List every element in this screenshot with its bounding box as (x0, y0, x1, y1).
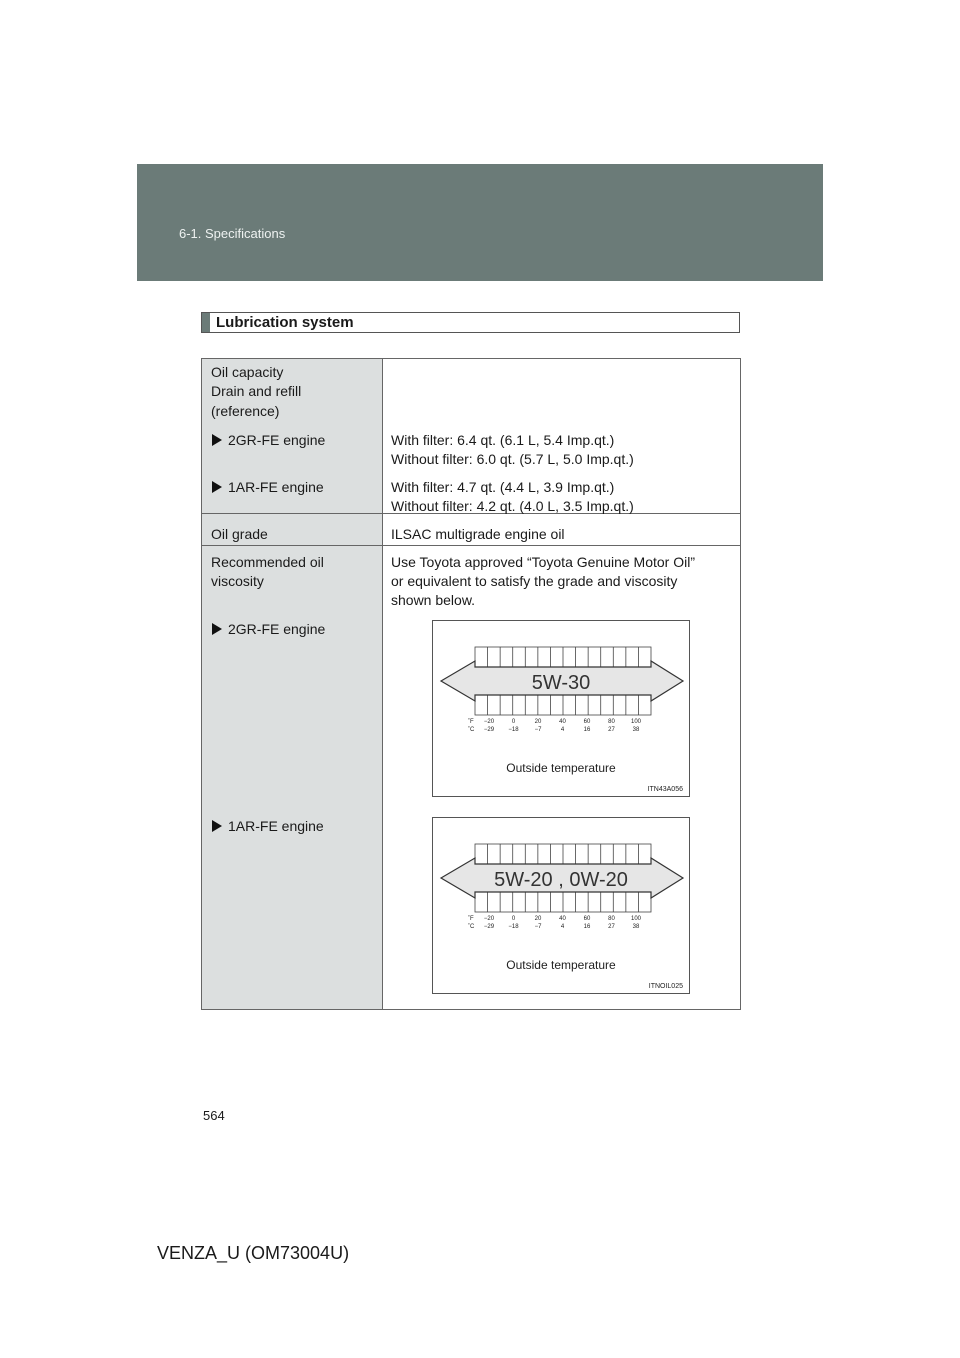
document-code: VENZA_U (OM73004U) (157, 1243, 350, 1263)
fahrenheit-tick-label: 20 (534, 719, 542, 725)
viscosity-text-line1: Use Toyota approved “Toyota Genuine Motor Oil” (391, 554, 696, 570)
engine-1ar-label: 1AR-FE engine (212, 478, 324, 497)
triangle-bullet-icon (212, 820, 222, 832)
capacity-1ar-without-filter: Without filter: 4.2 qt. (4.0 L, 3.5 Imp.qt.) (391, 498, 634, 514)
fahrenheit-tick-label: 60 (583, 916, 591, 922)
viscosity-label-line1: Recommended oil (211, 554, 324, 570)
celsius-tick-label: 16 (583, 924, 591, 930)
celsius-tick-label: 27 (608, 727, 615, 733)
fahrenheit-unit-label: ˚F (468, 916, 474, 922)
title-accent-bar (202, 313, 210, 332)
celsius-tick-label: −18 (508, 727, 519, 733)
fahrenheit-tick-label: 100 (630, 916, 642, 922)
illustration-code: ITNOIL025 (648, 983, 683, 990)
viscosity-engine-2gr-label: 2GR-FE engine (212, 620, 325, 639)
scale-diagram-svg (433, 621, 689, 796)
fahrenheit-tick-label: 0 (511, 719, 516, 725)
viscosity-label-line2: viscosity (211, 573, 264, 589)
engine-2gr-label: 2GR-FE engine (212, 431, 325, 450)
fahrenheit-tick-label: 40 (559, 719, 566, 725)
section-heading: 6-1. Specifications (179, 226, 286, 241)
fahrenheit-tick-label: 60 (583, 719, 591, 725)
capacity-2gr-with-filter: With filter: 6.4 qt. (6.1 L, 5.4 Imp.qt.) (391, 432, 615, 448)
capacity-2gr-without-filter: Without filter: 6.0 qt. (5.7 L, 5.0 Imp.qt.) (391, 451, 634, 467)
viscosity-engine-1ar-label: 1AR-FE engine (212, 817, 324, 836)
celsius-tick-label: 38 (632, 924, 640, 930)
page-number: 564 (203, 1108, 225, 1123)
viscosity-diagram-2gr (432, 620, 690, 797)
outside-temperature-caption: Outside temperature (506, 958, 616, 972)
lubrication-title: Lubrication system (216, 314, 354, 331)
triangle-bullet-icon (212, 623, 222, 635)
celsius-tick-label: −7 (534, 727, 542, 733)
viscosity-diagram-1ar (432, 817, 690, 994)
celsius-tick-label: −29 (483, 727, 495, 733)
celsius-tick-label: 27 (608, 924, 615, 930)
oil-grade-label: 5W-20 , 0W-20 (494, 869, 628, 891)
triangle-bullet-icon (212, 434, 222, 446)
fahrenheit-tick-label: 100 (630, 719, 642, 725)
header-band (137, 164, 823, 281)
oil-grade-value: ILSAC multigrade engine oil (391, 526, 565, 542)
oil-capacity-label: Oil capacity (211, 364, 284, 380)
illustration-code: ITN43A056 (647, 786, 683, 793)
fahrenheit-tick-label: 20 (534, 916, 542, 922)
oil-grade-label: 5W-30 (531, 672, 591, 694)
celsius-tick-label: −7 (534, 924, 542, 930)
celsius-tick-label: 4 (560, 727, 565, 733)
fahrenheit-tick-label: −20 (483, 916, 495, 922)
row-divider (202, 545, 740, 546)
label-column (202, 359, 383, 1009)
celsius-tick-label: 16 (583, 727, 591, 733)
capacity-1ar-with-filter: With filter: 4.7 qt. (4.4 L, 3.9 Imp.qt.) (391, 479, 615, 495)
lubrication-title-box (201, 312, 740, 333)
celsius-tick-label: −18 (508, 924, 519, 930)
viscosity-text-line2: or equivalent to satisfy the grade and viscosity (391, 573, 678, 589)
fahrenheit-tick-label: 80 (608, 719, 615, 725)
viscosity-text-line3: shown below. (391, 592, 476, 608)
celsius-unit-label: ˚C (468, 924, 475, 930)
fahrenheit-tick-label: 80 (608, 916, 615, 922)
fahrenheit-unit-label: ˚F (468, 719, 474, 725)
celsius-unit-label: ˚C (468, 727, 475, 733)
fahrenheit-tick-label: 0 (511, 916, 516, 922)
oil-grade-label: Oil grade (211, 526, 268, 542)
celsius-tick-label: 38 (632, 727, 640, 733)
fahrenheit-tick-label: −20 (483, 719, 495, 725)
celsius-tick-label: 4 (560, 924, 565, 930)
fahrenheit-tick-label: 40 (559, 916, 566, 922)
triangle-bullet-icon (212, 481, 222, 493)
reference-label: (reference) (211, 403, 280, 419)
drain-refill-label: Drain and refill (211, 383, 302, 399)
scale-diagram-svg (433, 818, 689, 993)
outside-temperature-caption: Outside temperature (506, 761, 616, 775)
celsius-tick-label: −29 (483, 924, 495, 930)
